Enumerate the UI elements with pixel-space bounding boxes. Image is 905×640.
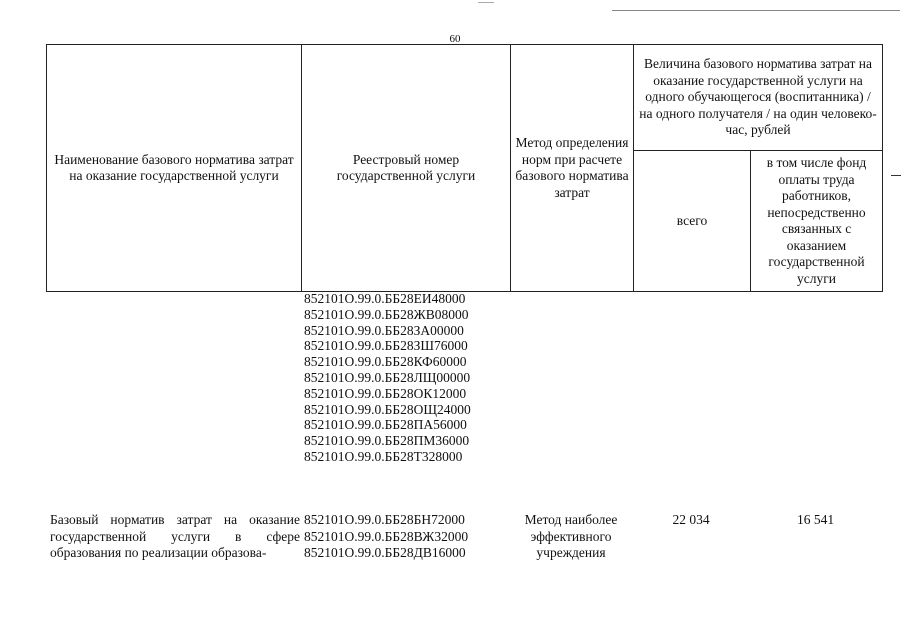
header-method: Метод определения норм при расчете базового норматива затрат — [511, 45, 634, 292]
registry-code: 852101О.99.0.ББ28ЖВ08000 — [304, 306, 469, 322]
header-norm-name: Наименование базового норматива затрат на оказание государственной услуги — [47, 45, 302, 292]
registry-code: 852101О.99.0.ББ28ЗА00000 — [304, 322, 464, 338]
page-number: 60 — [449, 33, 461, 45]
registry-code: 852101О.99.0.ББ28КФ60000 — [304, 354, 467, 370]
header-norm-value: Величина базового норматива затрат на оказание государственной услуги на одного обучающегося (воспитанника) / на одного получателя / на один человеко-час, рублей — [634, 45, 883, 151]
table-header — [46, 44, 883, 292]
row-labor-fund-value: 16 541 — [796, 512, 835, 527]
top-scan-mark — [478, 2, 494, 3]
registry-code: 852101О.99.0.ББ28ОК12000 — [304, 385, 467, 401]
row-norm-name: Базовый норматив затрат на оказание государственной услуги в сфере образования по реализации образова- — [50, 512, 300, 560]
registry-code: 852101О.99.0.ББ28ДВ16000 — [304, 545, 466, 560]
registry-code: 852101О.99.0.ББ28ЕИ48000 — [304, 291, 466, 306]
row-registry-codes — [304, 512, 509, 562]
header-labor-fund: в том числе фонд оплаты труда работников, непосредственно связанных с оказанием государственной услуги — [751, 151, 883, 292]
registry-code: 852101О.99.0.ББ28ОЩ24000 — [304, 401, 471, 417]
registry-code: 852101О.99.0.ББ28Т328000 — [304, 448, 463, 464]
row-total-value: 22 034 — [672, 512, 710, 527]
row-method: Метод наиболее эффективного учреждения — [524, 512, 618, 560]
registry-code: 852101О.99.0.ББ28ЛЩ00000 — [304, 369, 471, 385]
registry-code: 852101О.99.0.ББ28БН72000 — [304, 512, 465, 527]
registry-code: 852101О.99.0.ББ28ВЖ32000 — [304, 528, 469, 544]
registry-code: 852101О.99.0.ББ28ЗШ76000 — [304, 338, 468, 354]
top-rule-line — [612, 10, 900, 11]
side-scan-mark — [891, 175, 901, 176]
header-total: всего — [634, 151, 751, 292]
continued-registry-codes — [304, 291, 509, 465]
header-registry-number: Реестровый номер государственной услуги — [302, 45, 511, 292]
registry-code: 852101О.99.0.ББ28ПА56000 — [304, 417, 467, 433]
registry-code: 852101О.99.0.ББ28ПМ36000 — [304, 433, 470, 449]
